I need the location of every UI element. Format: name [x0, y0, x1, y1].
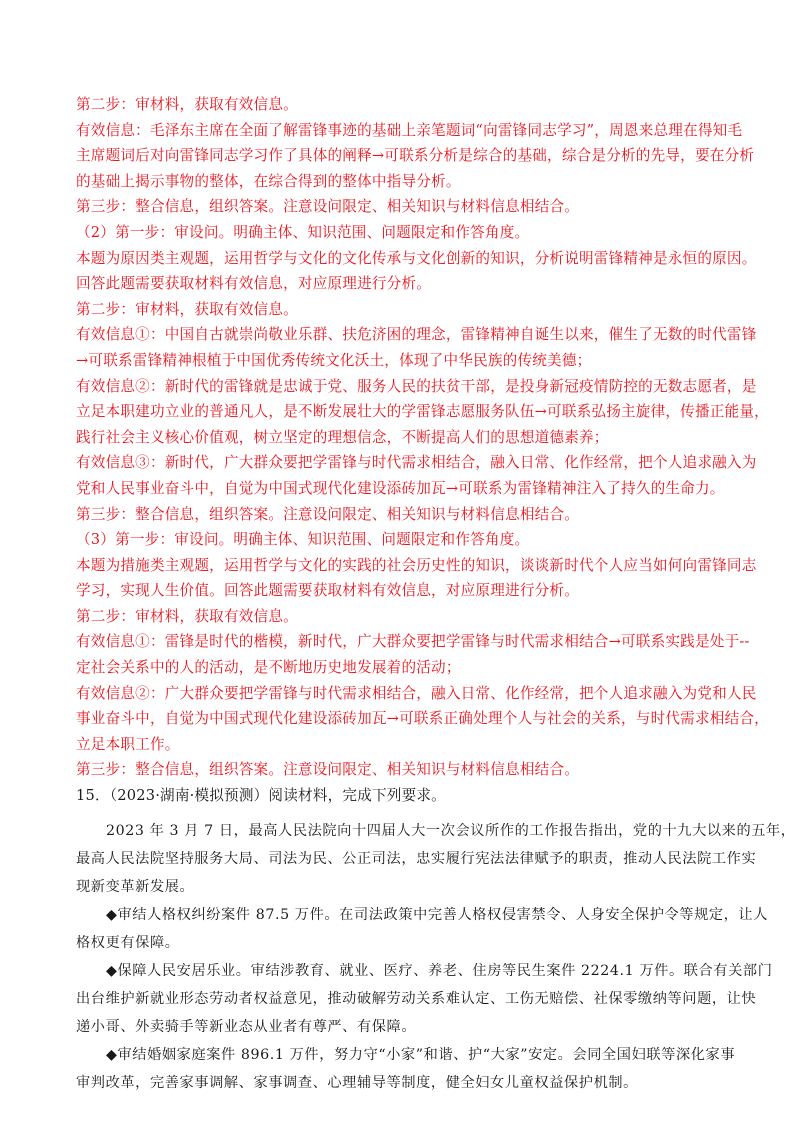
answer-line: 事业奋斗中，自觉为中国式现代化建设添砖加瓦→可联系正确处理个人与社会的关系，与时代需求相结合， [76, 710, 769, 728]
answer-line: 的基础上揭示事物的整体，在综合得到的整体中指导分析。 [76, 172, 461, 190]
answer-line: （3）第一步：审设问。明确主体、知识范围、问题限定和作答角度。 [76, 531, 530, 549]
answer-line: 本题为原因类主观题，运用哲学与文化的文化传承与文化创新的知识，分析说明雷锋精神是永恒的原因。 [76, 249, 757, 267]
material-line: 递小哥、外卖骑手等新业态从业者有尊严、有保障。 [76, 1018, 417, 1035]
answer-line: 践行社会主义核心价值观，树立坚定的理想信念，不断提高人们的思想道德素养； [76, 428, 609, 446]
reading-material [76, 817, 796, 1097]
answer-line: 立足本职建功立业的普通凡人，是不断发展壮大的学雷锋志愿服务队伍→可联系弘扬主旋律，传播正能量， [76, 403, 769, 421]
answer-line: 有效信息②：新时代的雷锋就是忠诚于党、服务人民的扶贫干部，是投身新冠疫情防控的无数志愿者，是 [76, 377, 757, 395]
answer-line: →可联系雷锋精神根植于中国优秀传统文化沃土，体现了中华民族的传统美德； [76, 351, 592, 369]
answer-line: 定社会关系中的人的活动，是不断地历史地发展着的活动； [76, 659, 461, 677]
answer-line: 有效信息：毛泽东主席在全面了解雷锋事迹的基础上亲笔题词“向雷锋同志学习”，周恩来总理在得知毛 [76, 121, 743, 139]
answer-line: 第二步：审材料，获取有效信息。 [76, 96, 298, 113]
answer-line: 本题为措施类主观题，运用哲学与文化的实践的社会历史性的知识，谈谈新时代个人应当如何向雷锋同志 [76, 556, 757, 574]
material-line: 出台维护新就业形态劳动者权益意见，推动破解劳动关系难认定、工伤无赔偿、社保零缴纳等问题，让快 [76, 990, 757, 1007]
answer-line: 第二步：审材料，获取有效信息。 [76, 300, 298, 318]
answer-line: 有效信息①：中国自古就崇尚敬业乐群、扶危济困的理念，雷锋精神自诞生以来，催生了无数的时代雷锋 [76, 326, 757, 344]
answer-line: 第三步：整合信息，组织答案。注意设问限定、相关知识与材料信息相结合。 [76, 761, 579, 779]
answer-line: 有效信息③：新时代，广大群众要把学雷锋与时代需求相结合，融入日常、化作经常，把个人追求融入为 [76, 454, 757, 472]
answer-line: 主席题词后对向雷锋同志学习作了具体的阐释→可联系分析是综合的基础，综合是分析的先导，要在分析 [76, 147, 755, 165]
answer-line: 党和人民事业奋斗中，自觉为中国式现代化建设添砖加瓦→可联系为雷锋精神注入了持久的生命力。 [76, 479, 725, 497]
answer-line: （2）第一步：审设问。明确主体、知识范围、问题限定和作答角度。 [76, 223, 530, 241]
spacer [76, 809, 736, 817]
material-line: 2023 年 3 月 7 日，最高人民法院向十四届人大一次会议所作的工作报告指出，党的十九大以来的五年， [106, 822, 796, 839]
material-line: 现新变革新发展。 [76, 878, 195, 895]
material-line: ◆审结人格权纠纷案件 87.5 万件。在司法政策中完善人格权侵害禁令、人身安全保护令等规定，让人 [106, 906, 769, 923]
answer-analysis [76, 92, 769, 783]
answer-line: 学习，实现人生价值。回答此题需要获取材料有效信息，对应原理进行分析。 [76, 582, 579, 600]
answer-line: 回答此题需要获取材料有效信息，对应原理进行分析。 [76, 275, 432, 293]
material-line: 审判改革，完善家事调解、家事调查、心理辅导等制度，健全妇女儿童权益保护机制。 [76, 1074, 638, 1091]
answer-line: 第三步：整合信息，组织答案。注意设问限定、相关知识与材料信息相结合。 [76, 198, 579, 216]
answer-line: 第三步：整合信息，组织答案。注意设问限定、相关知识与材料信息相结合。 [76, 505, 579, 523]
answer-line: 有效信息①：雷锋是时代的楷模，新时代，广大群众要把学雷锋与时代需求相结合→可联系实践是处于-- [76, 633, 750, 651]
question-heading: 15．（2023·湖南·模拟预测）阅读材料，完成下列要求。 [76, 787, 446, 805]
material-line: 最高人民法院坚持服务大局、司法为民、公正司法，忠实履行宪法法律赋予的职责，推动人民法院工作实 [76, 850, 757, 867]
material-line: ◆审结婚姻家庭案件 896.1 万件，努力守“小家”和谐、护“大家”安定。会同全国妇联等深化家事 [106, 1046, 736, 1063]
answer-line: 有效信息②：广大群众要把学雷锋与时代需求相结合，融入日常、化作经常，把个人追求融入为党和人民 [76, 684, 757, 702]
answer-line: 第二步：审材料，获取有效信息。 [76, 607, 298, 625]
material-line: 格权更有保障。 [76, 934, 180, 951]
material-line: ◆保障人民安居乐业。审结涉教育、就业、医疗、养老、住房等民生案件 2224.1 万件。联合有关部门 [106, 962, 773, 979]
content-column [76, 92, 796, 1097]
answer-line: 立足本职工作。 [76, 735, 180, 753]
